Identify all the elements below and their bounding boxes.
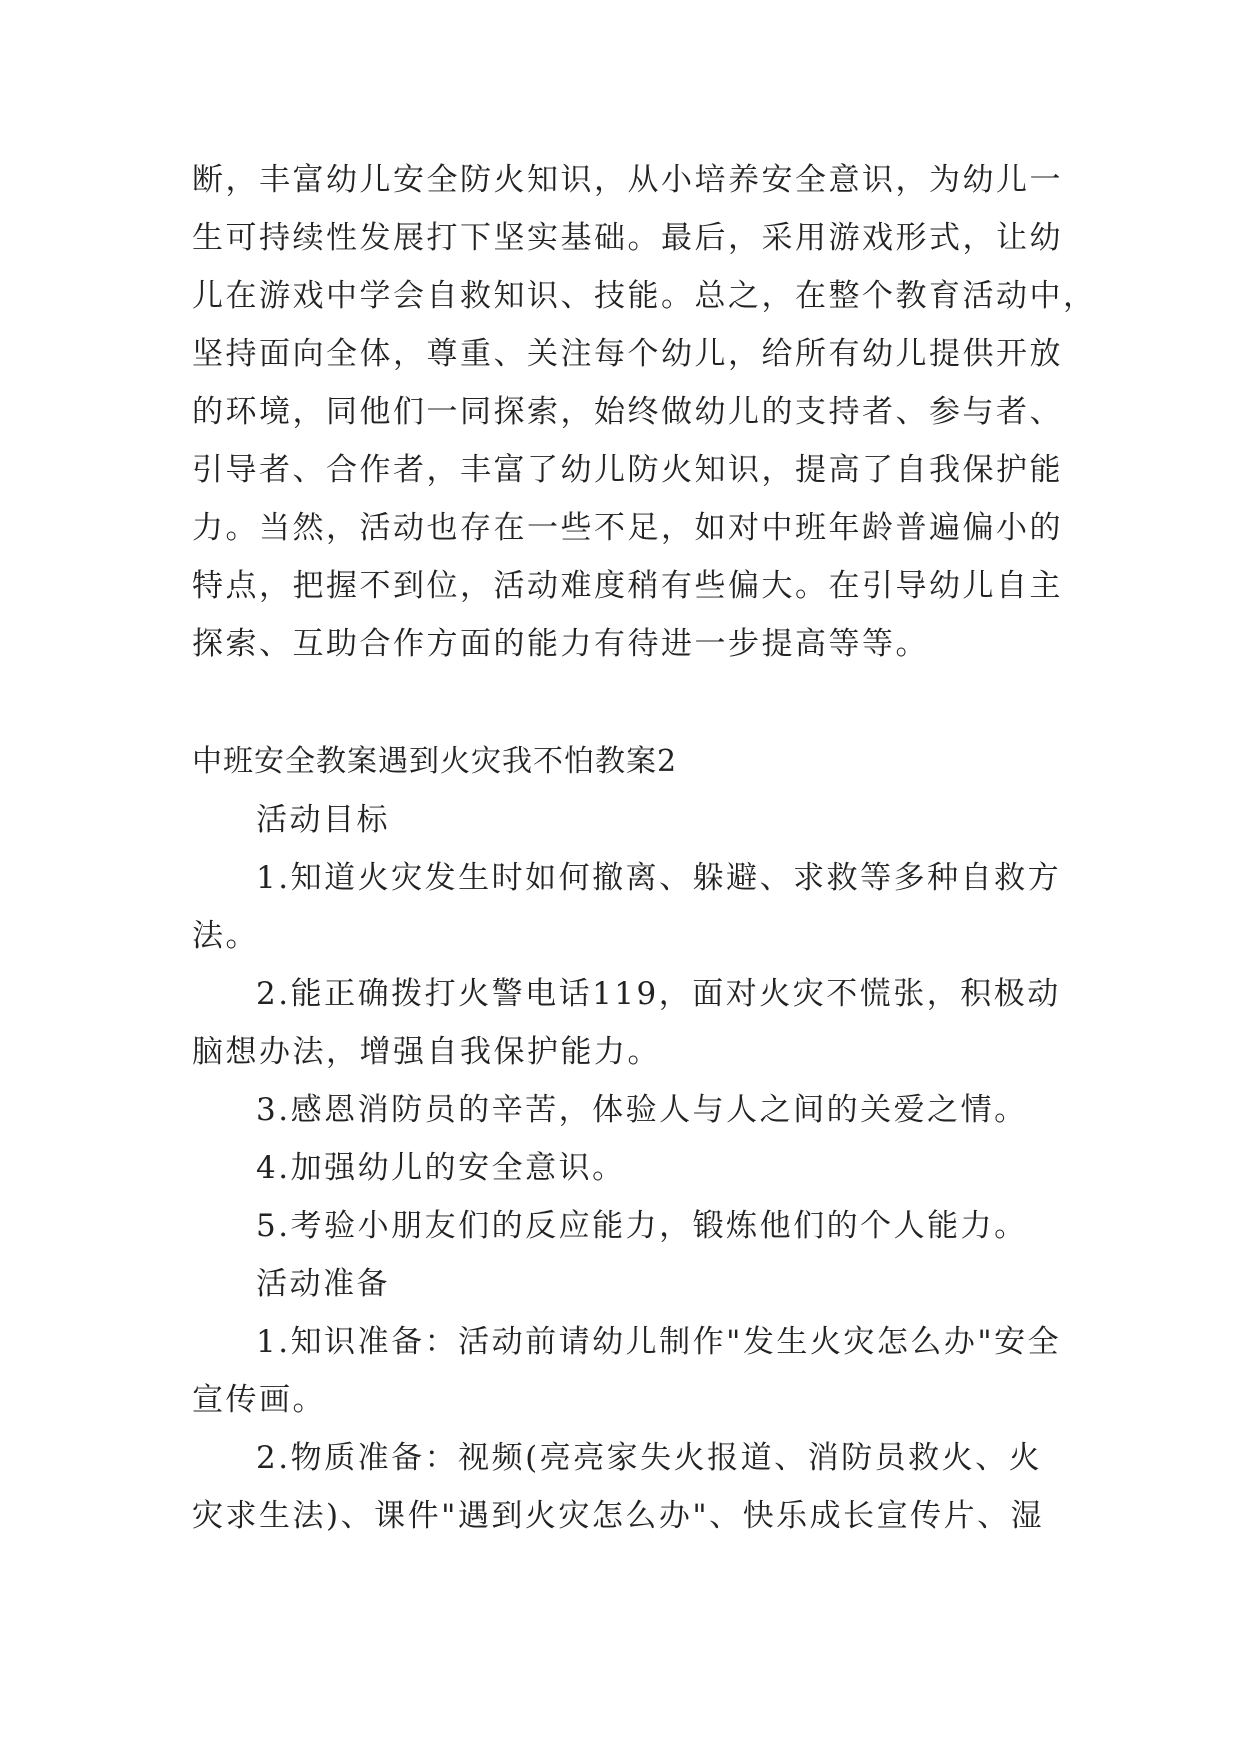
prep-item-1: 1.知识准备：活动前请幼儿制作"发生火灾怎么办"安全: [256, 1324, 1062, 1360]
body-line: 断，丰富幼儿安全防火知识，从小培养安全意识，为幼儿一: [192, 162, 1063, 198]
body-line: 的环境，同他们一同探索，始终做幼儿的支持者、参与者、: [192, 394, 1063, 430]
goal-item-1-cont: 法。: [192, 918, 259, 954]
goal-item-2: 2.能正确拨打火警电话119，面对火灾不慌张，积极动: [256, 976, 1061, 1012]
body-line: 特点，把握不到位，活动难度稍有些偏大。在引导幼儿自主: [192, 568, 1063, 604]
goal-item-2-cont: 脑想办法，增强自我保护能力。: [192, 1034, 661, 1070]
goal-item-1: 1.知道火灾发生时如何撤离、躲避、求救等多种自救方: [256, 860, 1062, 896]
goal-item-5: 5.考验小朋友们的反应能力，锻炼他们的个人能力。: [256, 1208, 1028, 1244]
prep-item-1-cont: 宣传画。: [192, 1382, 326, 1418]
body-line: 引导者、合作者，丰富了幼儿防火知识，提高了自我保护能: [192, 452, 1063, 488]
body-line: 力。当然，活动也存在一些不足，如对中班年龄普遍偏小的: [192, 510, 1063, 546]
body-line: 生可持续性发展打下坚实基础。最后，采用游戏形式，让幼: [192, 220, 1063, 256]
goal-item-4: 4.加强幼儿的安全意识。: [256, 1150, 626, 1186]
body-line: 儿在游戏中学会自救知识、技能。总之，在整个教育活动中，: [192, 278, 1097, 314]
preparation-heading: 活动准备: [256, 1266, 390, 1302]
prep-item-2: 2.物质准备：视频(亮亮家失火报道、消防员救火、火: [256, 1440, 1043, 1476]
goals-heading: 活动目标: [256, 802, 390, 838]
prep-item-2-cont: 灾求生法)、课件"遇到火灾怎么办"、快乐成长宣传片、湿: [192, 1498, 1045, 1534]
body-line: 探索、互助合作方面的能力有待进一步提高等等。: [192, 626, 929, 662]
goal-item-3: 3.感恩消防员的辛苦，体验人与人之间的关爱之情。: [256, 1092, 1028, 1128]
body-line: 坚持面向全体，尊重、关注每个幼儿，给所有幼儿提供开放: [192, 336, 1063, 372]
section-title: 中班安全教案遇到火灾我不怕教案2: [192, 744, 678, 779]
